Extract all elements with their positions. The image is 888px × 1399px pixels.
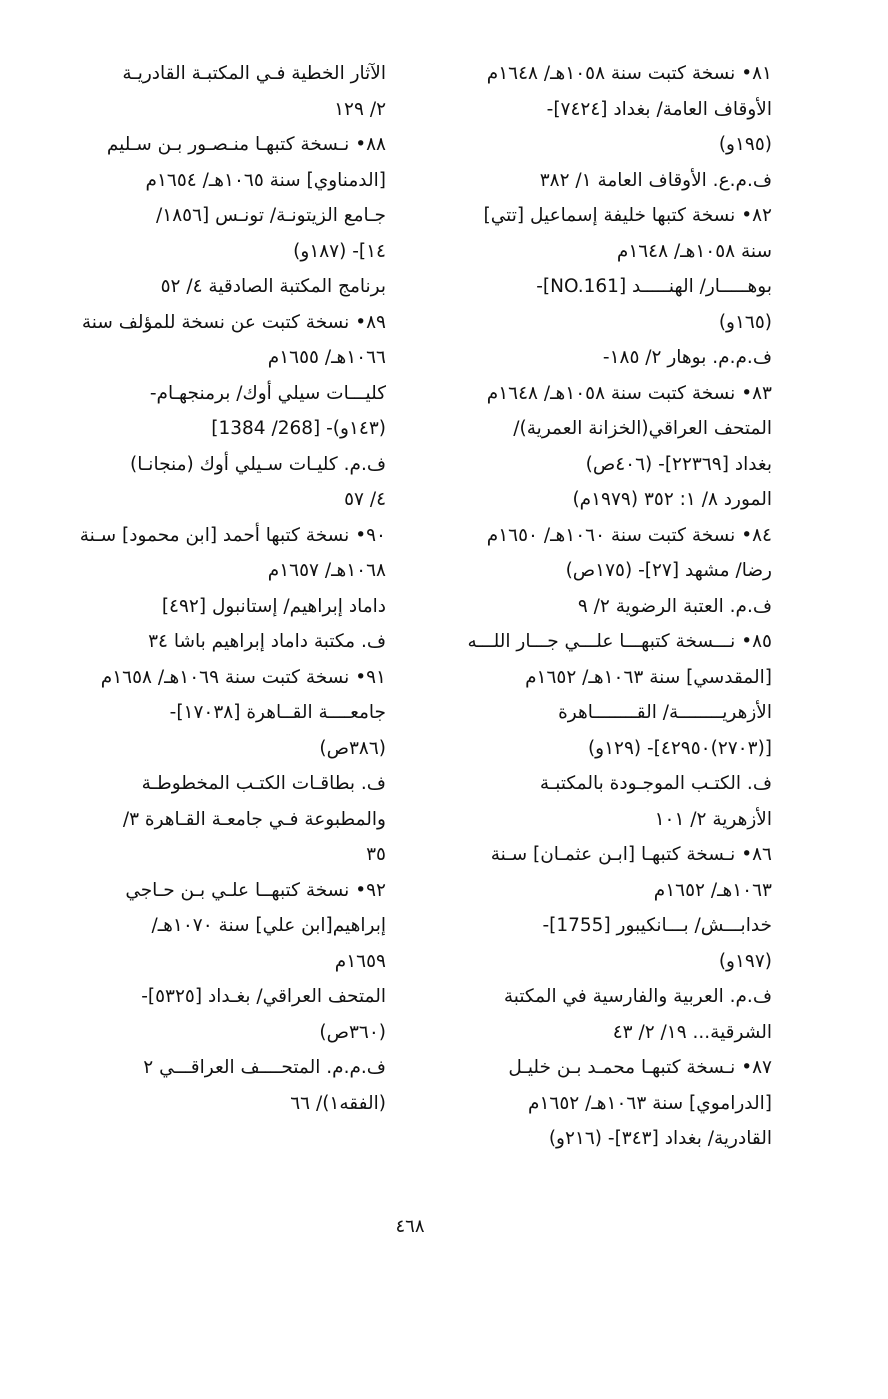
entry-line: (الفقه١)/ ٦٦ <box>290 1092 386 1114</box>
entry-87-continued <box>52 56 386 127</box>
entry-81 <box>440 56 772 198</box>
entry-line: الآثار الخطية فـي المكتبـة القادريـة <box>122 63 386 84</box>
entry-line: بوهـــــار/ الهنـــــد [NO.161]- <box>536 276 772 297</box>
entry-line: ١٤]- (١٨٧و) <box>293 240 386 262</box>
entry-line: الأزهرية ٢/ ١٠١ <box>654 808 772 830</box>
entry-line: الأزهريــــــــة/ القــــــــاهرة <box>558 702 772 723</box>
entry-88 <box>52 127 386 305</box>
entry-line: ٩٢• نسخة كتبهــا علـي بـن حـاجي <box>125 879 386 901</box>
entry-line: (١٩٧و) <box>718 950 772 972</box>
entry-line: ف.م.م. المتحــــف العراقـــي ٢ <box>143 1057 386 1078</box>
entry-line: ٨٦• نـسخة كتبهـا [ابـن عثمـان] سـنة <box>490 844 772 865</box>
entry-line: ٩١• نسخة كتبت سنة ١٠٦٩هـ/ ١٦٥٨م <box>100 666 386 688</box>
entry-line: جـامع الزيتونـة/ تونـس [١٨٥٦/ <box>156 205 386 226</box>
entry-line: جامعــــة القــاهرة [١٧٠٣٨]- <box>169 702 386 723</box>
entry-line: ف.م. كليـات سـيلي أوك (منجانـا) <box>130 453 386 475</box>
entry-90 <box>52 518 386 660</box>
entry-line: خدابـــش/ بـــانكيبور [1755]- <box>542 915 772 936</box>
entry-line: برنامج المكتبة الصادقية ٤/ ٥٢ <box>160 276 386 297</box>
entry-line: (١٦٥و) <box>718 311 772 333</box>
entry-line: (٣٦٠ص) <box>319 1021 386 1043</box>
entry-line: ٨٩• نسخة كتبت عن نسخة للمؤلف سنة <box>81 311 386 333</box>
entry-line: ف.م. العربية والفارسية في المكتبة <box>503 986 772 1007</box>
entry-line: ١٠٦٣هـ/ ١٦٥٢م <box>653 879 772 901</box>
entry-line: ١٠٦٦هـ/ ١٦٥٥م <box>267 347 386 368</box>
entry-line: (٣٨٦ص) <box>319 737 386 759</box>
entry-line: [الدمناوي] سنة ١٠٦٥هـ/ ١٦٥٤م <box>145 169 386 191</box>
entry-line: (١٩٥و) <box>718 134 772 155</box>
entry-86 <box>440 837 772 1050</box>
entry-line: الشرقية... ١٩/ ٢/ ٤٣ <box>612 1021 772 1043</box>
entry-87 <box>440 1050 772 1157</box>
entry-line: المورد ٨/ ١: ٣٥٢ (١٩٧٩م) <box>572 489 772 510</box>
page-number: ٤٦٨ <box>395 1216 425 1237</box>
entry-line: ف. الكتـب الموجـودة بالمكتبـة <box>539 773 772 794</box>
entry-line: داماد إبراهيم/ إستانبول [٤٩٢] <box>161 595 386 617</box>
entry-line: ٣٥ <box>366 844 386 865</box>
entry-line: ٨٣• نسخة كتبت سنة ١٠٥٨هـ/ ١٦٤٨م <box>486 382 772 404</box>
entry-line: الأوقاف العامة/ بغداد [٧٤٢٤]- <box>546 98 772 120</box>
entry-line: المتحف العراقي(الخزانة العمرية)/ <box>513 418 772 439</box>
entry-line: ٨٥• نـــسخة كتبهـــا علـــي جـــار اللـــه <box>467 631 772 652</box>
entry-line: ٢/ ١٢٩ <box>334 98 386 120</box>
entry-line: كليـــات سيلي أوك/ برمنجهـام- <box>149 382 386 404</box>
entry-line: [الدراموي] سنة ١٠٦٣هـ/ ١٦٥٢م <box>528 1092 772 1114</box>
entry-line: ٨٤• نسخة كتبت سنة ١٠٦٠هـ/ ١٦٥٠م <box>486 524 772 546</box>
entry-89 <box>52 305 386 518</box>
entry-line: ف. مكتبة داماد إبراهيم باشا ٣٤ <box>148 631 386 652</box>
entry-line: [المقدسي] سنة ١٠٦٣هـ/ ١٦٥٢م <box>525 666 772 688</box>
entry-91 <box>52 660 386 873</box>
entry-line: ٨٨• نـسخة كتبهـا منـصـور بـن سـليم <box>106 134 386 155</box>
entry-92 <box>52 873 386 1122</box>
entry-line: ١٠٦٨هـ/ ١٦٥٧م <box>267 560 386 581</box>
entry-line: ٨٢• نسخة كتبها خليفة إسماعيل [تتي] <box>483 205 772 226</box>
entry-line: ف.م.م. بوهار ٢/ ١٨٥- <box>602 347 772 368</box>
entry-84 <box>440 518 772 625</box>
entry-line: ف. بطاقـات الكتـب المخطوطـة <box>141 773 386 794</box>
entry-line: القادرية/ بغداد [٣٤٣]- (٢١٦و) <box>548 1128 772 1149</box>
entry-line: [(٢٧٠٣)٤٢٩٥٠]- (١٢٩و) <box>587 737 772 759</box>
entry-line: ف.م. العتبة الرضوية ٢/ ٩ <box>577 595 772 617</box>
entry-82 <box>440 198 772 376</box>
entry-line: ٨٧• نـسخة كتبهـا محمـد بـن خليـل <box>508 1057 772 1078</box>
entry-line: ٤/ ٥٧ <box>344 489 386 510</box>
entry-line: بغداد [٢٢٣٦٩]- (٤٠٦ص) <box>585 453 772 475</box>
entry-line: والمطبوعة فـي جامعـة القـاهرة ٣/ <box>122 808 386 830</box>
entry-line: سنة ١٠٥٨هـ/ ١٦٤٨م <box>616 240 772 262</box>
entry-line: ٨١• نسخة كتبت سنة ١٠٥٨هـ/ ١٦٤٨م <box>486 63 772 84</box>
entry-line: (١٤٣و)- [268/ 1384] <box>211 418 386 439</box>
entry-85 <box>440 624 772 837</box>
entry-line: ف.م.ع. الأوقاف العامة ١/ ٣٨٢ <box>539 169 772 191</box>
left-column <box>52 56 386 1121</box>
entry-line: ٩٠• نسخة كتبها أحمد [ابن محمود] سـنة <box>79 524 386 546</box>
right-column <box>440 56 772 1157</box>
entry-line: إبراهيم[ابن علي] سنة ١٠٧٠هـ/ <box>151 915 386 936</box>
entry-line: رضا/ مشهد [٢٧]- (١٧٥ص) <box>565 560 772 581</box>
entry-83 <box>440 376 772 518</box>
entry-line: ١٦٥٩م <box>334 950 386 972</box>
entry-line: المتحف العراقي/ بغـداد [٥٣٢٥]- <box>141 986 386 1007</box>
